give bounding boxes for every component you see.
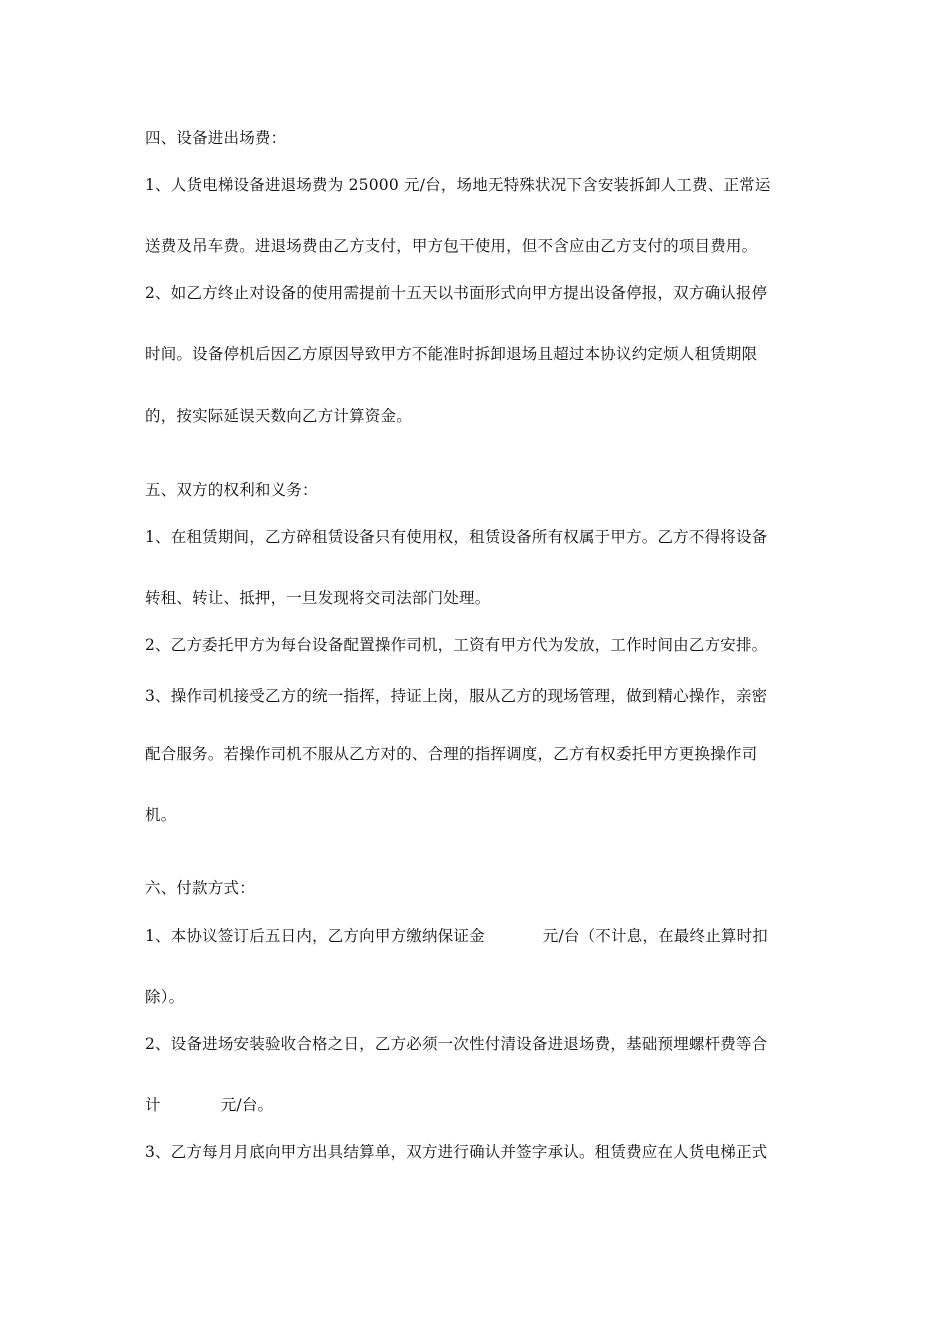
section-4-heading: 四、设备进出场费： bbox=[145, 129, 287, 147]
section-4-item-2-line-2: 时间。设备停机后因乙方原因导致甲方不能准时拆卸退场且超过本协议约定烦人租赁期限 bbox=[145, 345, 758, 363]
section-5-item-3-line-3: 机。 bbox=[145, 806, 177, 824]
section-5-item-1-line-2: 转租、转让、抵押，一旦发现将交司法部门处理。 bbox=[145, 589, 491, 607]
section-6-item-3-line-1: 3、乙方每月月底向甲方出具结算单，双方进行确认并签字承认。租赁费应在人货电梯正式 bbox=[145, 1143, 768, 1161]
section-5-item-1-line-1: 1、在租赁期间，乙方碎租赁设备只有使用权，租赁设备所有权属于甲方。乙方不得将设备 bbox=[145, 528, 768, 546]
section-6-item-1-line-1 bbox=[145, 926, 768, 946]
section-6-item-1-text-a: 1、本协议签订后五日内，乙方向甲方缴纳保证金 bbox=[145, 927, 485, 945]
section-4-item-2-line-3: 的，按实际延误天数向乙方计算资金。 bbox=[145, 407, 412, 425]
section-6-item-2-text-b: 元/台。 bbox=[220, 1096, 274, 1114]
section-5-heading: 五、双方的权利和义务： bbox=[145, 481, 318, 499]
section-5-item-2-line-1: 2、乙方委托甲方为每台设备配置操作司机，工资有甲方代为发放，工作时间由乙方安排。 bbox=[145, 636, 768, 654]
section-5-item-3-line-2: 配合服务。若操作司机不服从乙方对的、合理的指挥调度，乙方有权委托甲方更换操作司 bbox=[145, 745, 758, 763]
section-6-item-2-text-a: 计 bbox=[145, 1096, 161, 1114]
section-6-item-1-text-b: 元/台（不计息，在最终止算时扣 bbox=[542, 927, 768, 945]
section-4-item-1-line-2: 送费及吊车费。进退场费由乙方支付，甲方包干使用，但不含应由乙方支付的项目费用。 bbox=[145, 237, 758, 255]
section-6-item-2-line-2 bbox=[145, 1095, 273, 1115]
section-5-item-3-line-1: 3、操作司机接受乙方的统一指挥，持证上岗，服从乙方的现场管理，做到精心操作，亲密 bbox=[145, 687, 768, 705]
section-4-item-2-line-1: 2、如乙方终止对设备的使用需提前十五天以书面形式向甲方提出设备停报，双方确认报停 bbox=[145, 284, 768, 302]
section-6-item-1-line-2: 除）。 bbox=[145, 988, 185, 1006]
section-4-item-1-line-1: 1、人货电梯设备进退场费为 25000 元/台，场地无特殊状况下含安装拆卸人工费、正常运 bbox=[145, 176, 771, 194]
section-6-heading: 六、付款方式： bbox=[145, 879, 255, 897]
section-6-item-2-line-1: 2、设备进场安装验收合格之日，乙方必须一次性付清设备进退场费，基础预埋螺杆费等合 bbox=[145, 1035, 768, 1053]
